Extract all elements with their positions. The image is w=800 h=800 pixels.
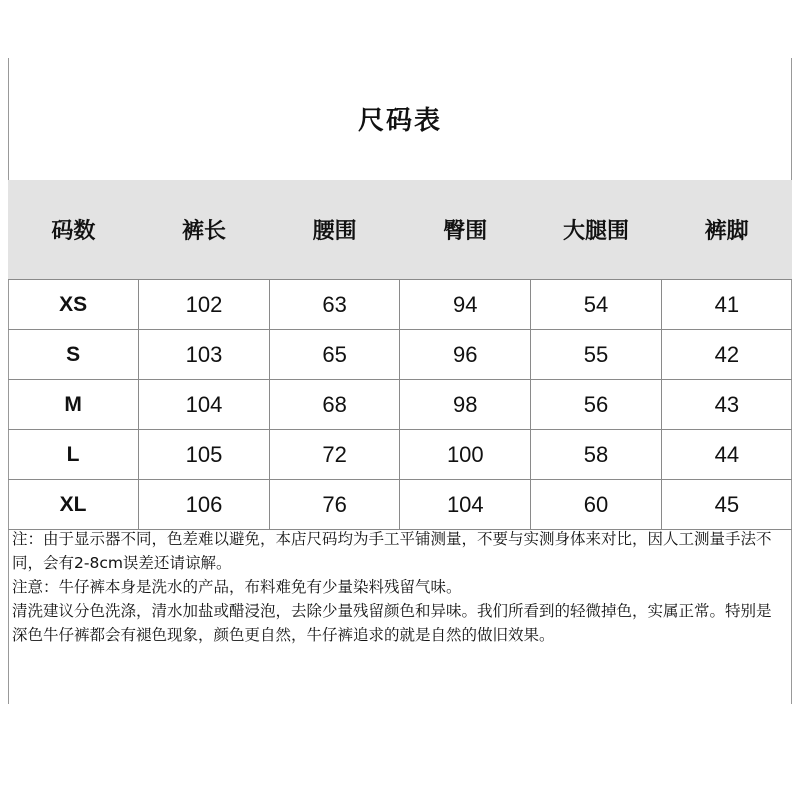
table-header-row	[8, 180, 792, 280]
waist-cell: 65	[269, 330, 400, 380]
header-thigh: 大腿围	[531, 180, 662, 280]
header-leg-opening: 裤脚	[661, 180, 792, 280]
table-row	[8, 430, 792, 480]
thigh-cell: 54	[531, 280, 662, 330]
leg-opening-cell: 43	[661, 380, 792, 430]
hip-cell: 104	[400, 480, 531, 530]
length-cell: 103	[139, 330, 270, 380]
length-cell: 102	[139, 280, 270, 330]
header-waist: 腰围	[269, 180, 400, 280]
size-cell: S	[8, 330, 139, 380]
header-hip: 臀围	[400, 180, 531, 280]
odor-note: 注意：牛仔裤本身是洗水的产品，布料难免有少量染料残留气味。	[12, 578, 462, 596]
measurement-note: 注：由于显示器不同，色差难以避免，本店尺码均为手工平铺测量，不要与实测身体来对比，因人工测量手法不同，会有2-8cm误差还请谅解。	[12, 530, 772, 572]
table-row	[8, 280, 792, 330]
hip-cell: 100	[400, 430, 531, 480]
waist-cell: 72	[269, 430, 400, 480]
notes-section	[12, 527, 784, 647]
waist-cell: 68	[269, 380, 400, 430]
page-title: 尺码表	[357, 106, 442, 136]
size-table	[8, 180, 792, 530]
header-length: 裤长	[139, 180, 270, 280]
size-cell: XS	[8, 280, 139, 330]
size-cell: L	[8, 430, 139, 480]
size-cell: M	[8, 380, 139, 430]
size-cell: XL	[8, 480, 139, 530]
leg-opening-cell: 42	[661, 330, 792, 380]
table-row	[8, 480, 792, 530]
waist-cell: 76	[269, 480, 400, 530]
thigh-cell: 58	[531, 430, 662, 480]
hip-cell: 94	[400, 280, 531, 330]
waist-cell: 63	[269, 280, 400, 330]
thigh-cell: 60	[531, 480, 662, 530]
table-row	[8, 330, 792, 380]
table-row	[8, 380, 792, 430]
leg-opening-cell: 45	[661, 480, 792, 530]
length-cell: 105	[139, 430, 270, 480]
leg-opening-cell: 44	[661, 430, 792, 480]
length-cell: 106	[139, 480, 270, 530]
hip-cell: 96	[400, 330, 531, 380]
length-cell: 104	[139, 380, 270, 430]
header-size: 码数	[8, 180, 139, 280]
washing-note: 清洗建议分色洗涤，清水加盐或醋浸泡，去除少量残留颜色和异味。我们所看到的轻微掉色，实属正常。特别是深色牛仔裤都会有褪色现象，颜色更自然，牛仔裤追求的就是自然的做旧效果。	[12, 602, 772, 644]
hip-cell: 98	[400, 380, 531, 430]
thigh-cell: 55	[531, 330, 662, 380]
thigh-cell: 56	[531, 380, 662, 430]
leg-opening-cell: 41	[661, 280, 792, 330]
